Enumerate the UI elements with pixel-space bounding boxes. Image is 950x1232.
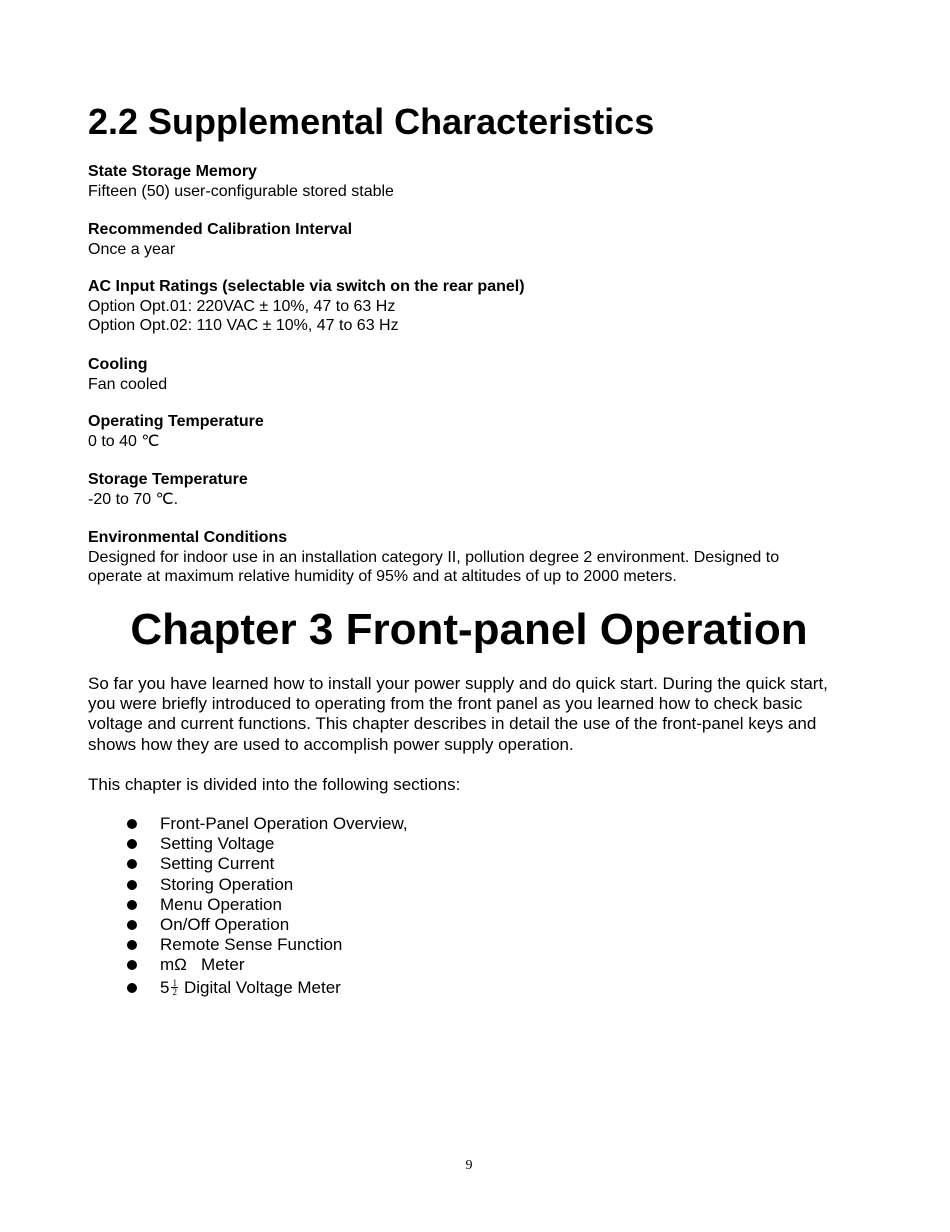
spec-storage-temperature: [88, 470, 868, 509]
paragraph-line: voltage and current functions. This chapter describes in detail the use of the front-panel keys and: [88, 714, 817, 734]
spec-value: Fifteen (50) user-configurable stored stable: [88, 182, 394, 200]
bullet-icon: [127, 839, 137, 849]
spec-calibration-interval: [88, 220, 868, 259]
bullet-icon: [127, 940, 137, 950]
spec-operating-temperature: [88, 412, 868, 451]
spec-value: Designed for indoor use in an installation category II, pollution degree 2 environment. Designed to: [88, 548, 780, 566]
spec-state-storage-memory: [88, 162, 868, 201]
fraction-numerator: 1: [172, 977, 177, 988]
chapter-intro-paragraph: [88, 674, 863, 755]
bullet-icon: [127, 880, 137, 890]
spec-label: Operating Temperature: [88, 413, 264, 430]
bullet-icon: [127, 900, 137, 910]
spec-label: Storage Temperature: [88, 471, 248, 488]
spec-ac-input-ratings: [88, 277, 868, 336]
list-item-label: Front-Panel Operation Overview,: [160, 814, 408, 833]
spec-value: 0 to 40 ℃: [88, 432, 160, 450]
fraction-denominator: 2: [172, 986, 177, 997]
bullet-icon: [127, 920, 137, 930]
bullet-icon: [127, 859, 137, 869]
bullet-icon: [127, 983, 137, 993]
spec-label: State Storage Memory: [88, 163, 257, 180]
spec-environmental-conditions: [88, 528, 868, 587]
list-item-label: Menu Operation: [160, 894, 282, 914]
spec-value: Option Opt.01: 220VAC ± 10%, 47 to 63 Hz: [88, 297, 396, 315]
list-item-label: Remote Sense Function: [160, 935, 343, 955]
bullet-icon: [127, 819, 137, 829]
spec-cooling: [88, 355, 868, 394]
spec-label: Environmental Conditions: [88, 529, 288, 546]
spec-label: Cooling: [88, 356, 148, 373]
spec-label: AC Input Ratings (selectable via switch on the rear panel): [88, 278, 525, 295]
paragraph-line: So far you have learned how to install your power supply and do quick start. During the quick start,: [88, 674, 828, 693]
spec-label: Recommended Calibration Interval: [88, 221, 353, 238]
paragraph-line: you were briefly introduced to operating from the front panel as you learned how to check basic: [88, 694, 803, 714]
fraction-whole: 5: [160, 977, 170, 997]
spec-value: operate at maximum relative humidity of 95% and at altitudes of up to 2000 meters.: [88, 568, 677, 585]
list-item-label: Setting Voltage: [160, 834, 275, 854]
chapter-heading: Chapter 3 Front-panel Operation: [130, 605, 808, 654]
list-item-label: Storing Operation: [160, 874, 294, 894]
list-item-label: mΩ Meter: [160, 955, 245, 975]
spec-value: Option Opt.02: 110 VAC ± 10%, 47 to 63 Hz: [88, 317, 399, 334]
digital-voltage-meter-label: Digital Voltage Meter: [183, 977, 341, 997]
list-item-label-dvm: [160, 978, 341, 998]
page-number: 9: [465, 1158, 473, 1173]
spec-value: Once a year: [88, 240, 176, 258]
chapter-sections-intro: This chapter is divided into the following sections:: [88, 775, 461, 794]
spec-value: Fan cooled: [88, 375, 168, 393]
list-item-label: Setting Current: [160, 854, 275, 874]
bullet-icon: [127, 960, 137, 970]
section-heading: 2.2 Supplemental Characteristics: [88, 101, 655, 142]
paragraph-line: shows how they are used to accomplish power supply operation.: [88, 734, 574, 754]
half-fraction: [171, 979, 178, 996]
list-item-label: On/Off Operation: [160, 914, 290, 934]
spec-value: -20 to 70 ℃.: [88, 490, 179, 508]
